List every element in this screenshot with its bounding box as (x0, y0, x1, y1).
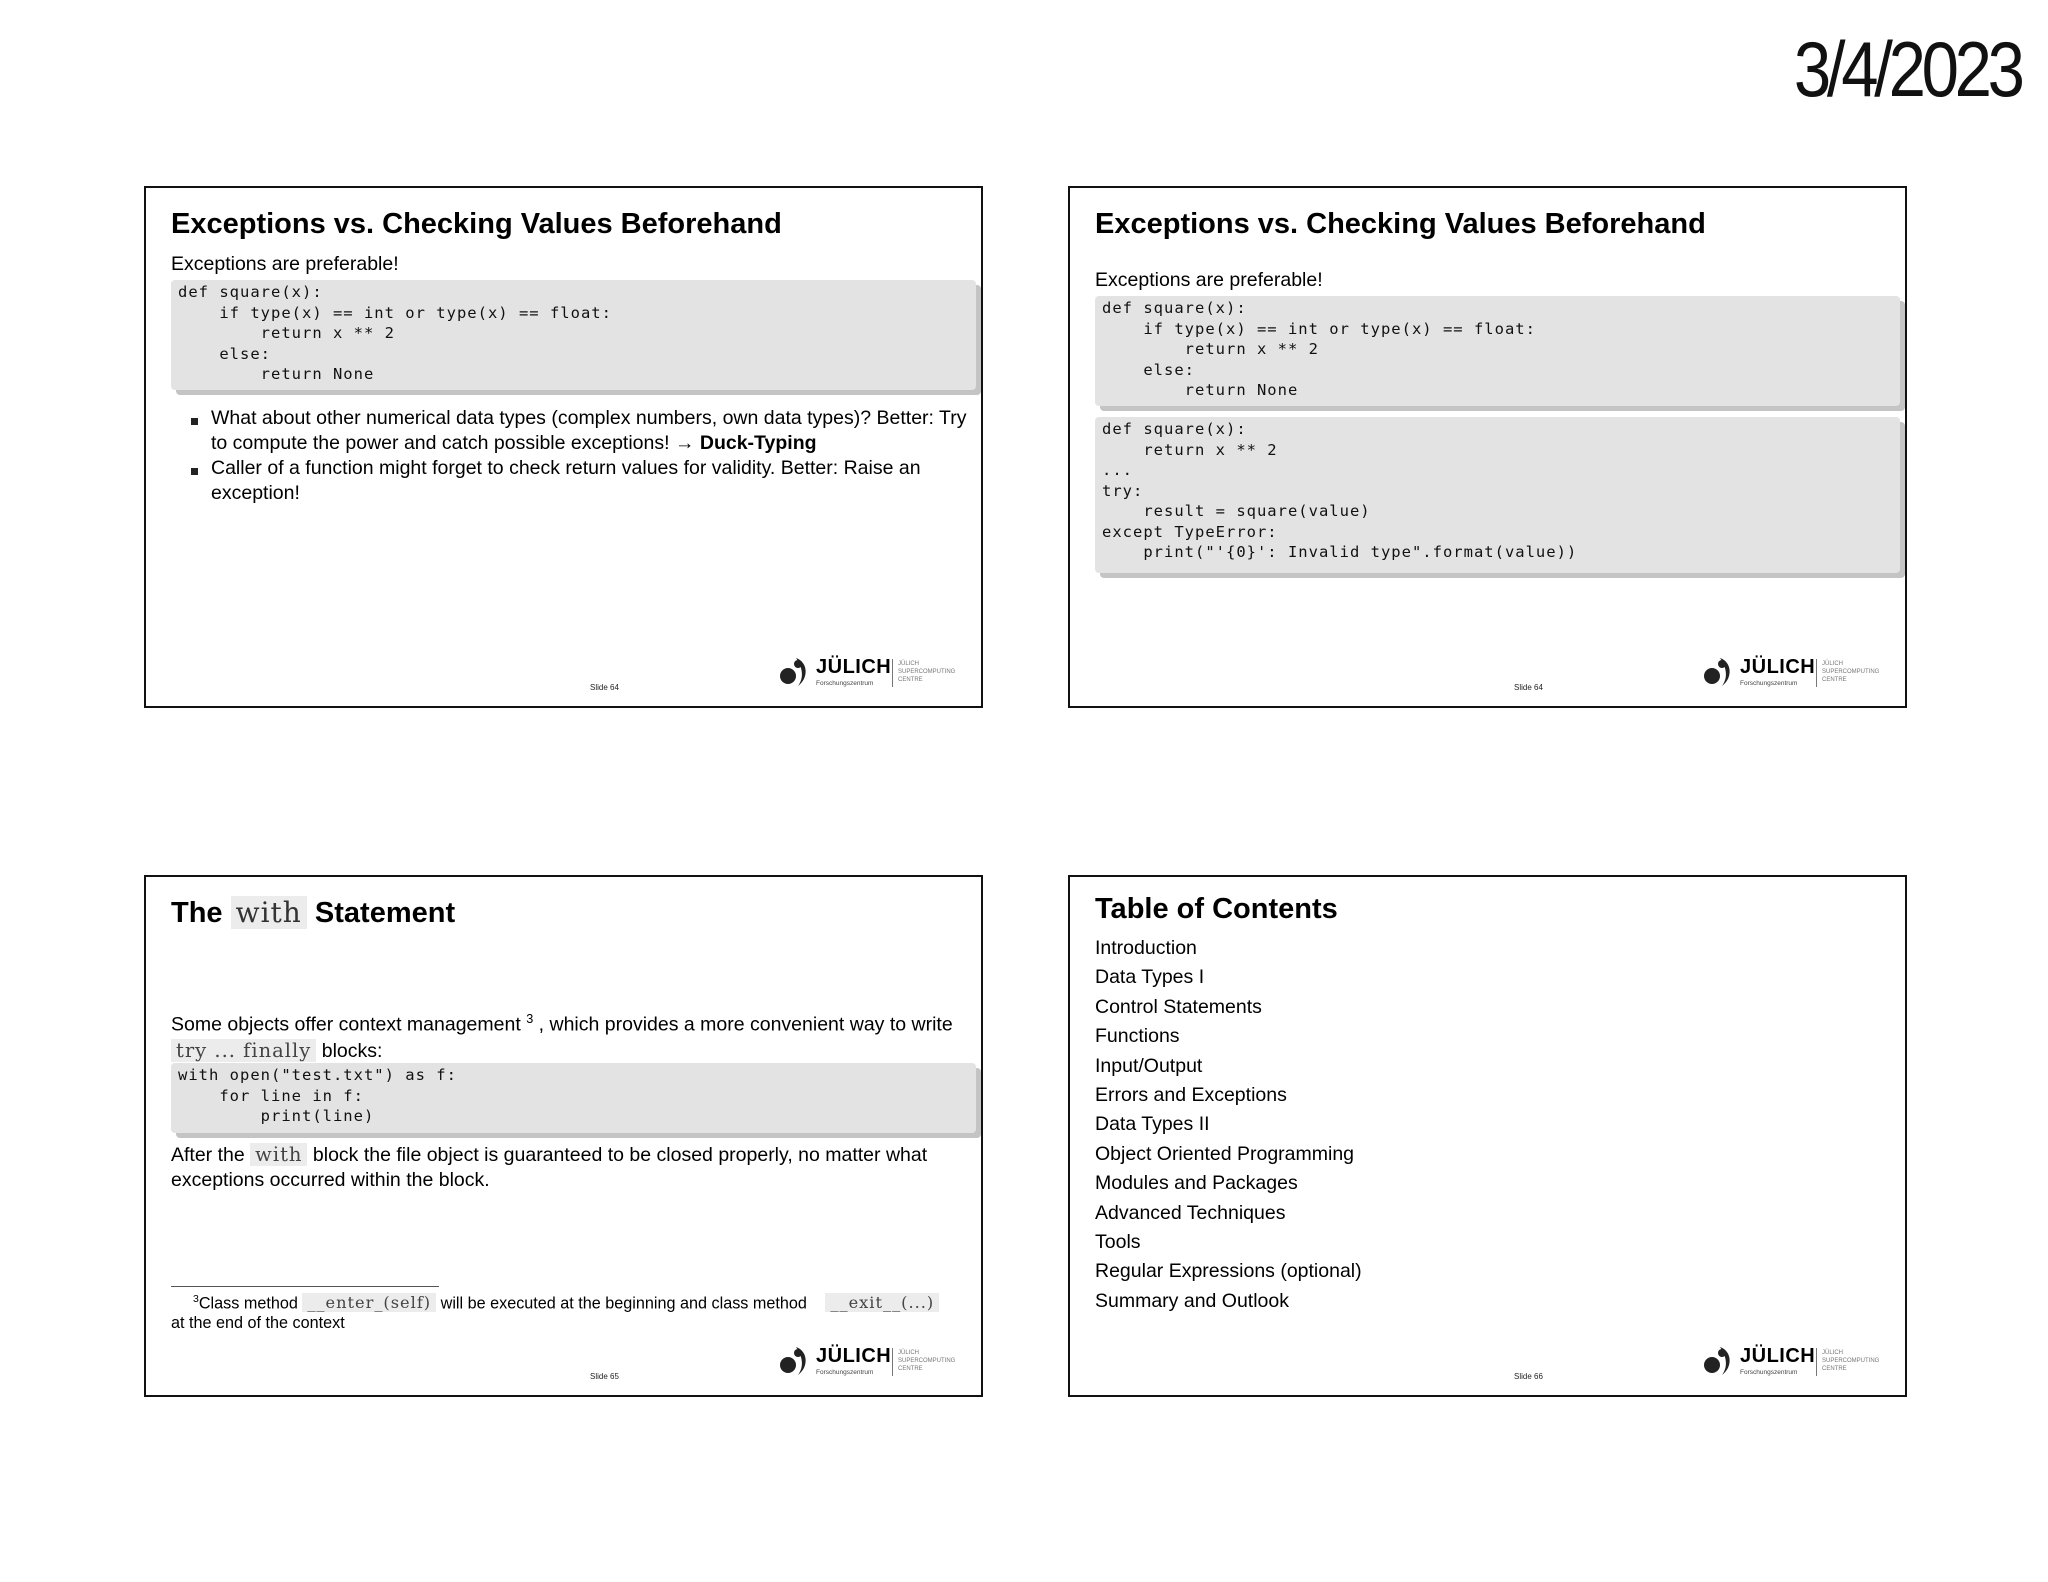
bullet-list (171, 406, 971, 506)
bullet-item: What about other numerical data types (complex numbers, own data types)? Better: Try to compute the power and catch possible exceptions! → Duck-Typing (171, 406, 971, 456)
logo-divider (892, 659, 893, 687)
logo-wordmark: JÜLICH (1740, 1345, 1816, 1367)
footnote-divider (171, 1286, 439, 1287)
toc-item: Modules and Packages (1095, 1172, 1298, 1195)
slide-title: Exceptions vs. Checking Values Beforehand (1095, 208, 1706, 240)
toc-item: Regular Expressions (optional) (1095, 1260, 1362, 1283)
toc-item: Data Types I (1095, 966, 1205, 989)
after-paragraph: After the with block the file object is guaranteed to be closed properly, no matter what exceptions occurred within the block. (171, 1143, 928, 1191)
inline-code-enter: __enter_(self) (302, 1293, 436, 1312)
logo-divider (1816, 1348, 1817, 1376)
logo-side-text: JÜLICH SUPERCOMPUTING CENTRE (898, 661, 956, 683)
slide-number: Slide 65 (590, 1372, 619, 1381)
julich-logo-mark-icon (778, 656, 810, 688)
slide-number: Slide 66 (1514, 1372, 1543, 1381)
toc-item: Data Types II (1095, 1113, 1210, 1136)
title-code-with: with (231, 896, 307, 929)
toc-item: Tools (1095, 1231, 1141, 1254)
logo-side-text: JÜLICH SUPERCOMPUTING CENTRE (898, 1350, 956, 1372)
slide-table-of-contents (1068, 875, 1907, 1397)
julich-logo-mark-icon (778, 1345, 810, 1377)
logo-divider (1816, 659, 1817, 687)
slide-number: Slide 64 (590, 683, 619, 692)
slide-intro: Exceptions are preferable! (171, 253, 399, 275)
toc-list (1095, 934, 1362, 1316)
toc-item: Introduction (1095, 937, 1197, 959)
julich-logo-mark-icon (1702, 1345, 1734, 1377)
intro-paragraph: Some objects offer context management $^3$ , which provides a more convenient way to write try ... finally blocks: (171, 1012, 953, 1062)
logo-side-text: JÜLICH SUPERCOMPUTING CENTRE (1822, 661, 1880, 683)
julich-logo (778, 1345, 964, 1381)
bullet-item: Caller of a function might forget to check return values for validity. Better: Raise an exception! (171, 456, 971, 506)
inline-code-try-finally: try ... finally (171, 1039, 316, 1062)
logo-wordmark: JÜLICH (1740, 656, 1816, 678)
toc-item: Control Statements (1095, 995, 1262, 1018)
slide-title: Exceptions vs. Checking Values Beforehand (171, 208, 782, 240)
slide-title: The with Statement (171, 896, 456, 929)
logo-subtitle: Forschungszentrum (1740, 1369, 1798, 1376)
julich-logo-mark-icon (1702, 656, 1734, 688)
slide-exceptions-1 (144, 186, 983, 708)
logo-subtitle: Forschungszentrum (816, 1369, 874, 1376)
toc-item: Input/Output (1095, 1054, 1203, 1077)
slide-title: Table of Contents (1095, 893, 1338, 925)
code-block: def square(x): if type(x) == int or type(x) == float: return x ** 2 else: return None (171, 280, 976, 390)
slide-intro: Exceptions are preferable! (1095, 269, 1323, 291)
logo-side-text: JÜLICH SUPERCOMPUTING CENTRE (1822, 1350, 1880, 1372)
logo-wordmark: JÜLICH (816, 1345, 892, 1367)
toc-item: Functions (1095, 1025, 1180, 1048)
inline-code-exit: __exit__(...) (825, 1293, 939, 1312)
logo-divider (892, 1348, 893, 1376)
slide-exceptions-2 (1068, 186, 1907, 708)
toc-item: Summary and Outlook (1095, 1289, 1290, 1312)
slide-number: Slide 64 (1514, 683, 1543, 692)
julich-logo (1702, 1345, 1888, 1381)
duck-typing-term: Duck-Typing (699, 432, 817, 454)
julich-logo (778, 656, 964, 692)
slide-with-statement (144, 875, 983, 1397)
toc-item: Errors and Exceptions (1095, 1084, 1287, 1107)
toc-item: Advanced Techniques (1095, 1201, 1286, 1224)
code-block-check: def square(x): if type(x) == int or type(x) == float: return x ** 2 else: return None (1095, 296, 1900, 406)
logo-subtitle: Forschungszentrum (816, 680, 874, 687)
logo-subtitle: Forschungszentrum (1740, 680, 1798, 687)
logo-wordmark: JÜLICH (816, 656, 892, 678)
toc-item: Object Oriented Programming (1095, 1142, 1355, 1165)
footnote: $^3$Class method __enter_(self) will be executed at the beginning and class method __exit__(...) at the end of the context (171, 1289, 971, 1333)
code-block: with open("test.txt") as f: for line in f: print(line) (171, 1063, 976, 1133)
footnote-ref: 3 (526, 1012, 534, 1026)
inline-code-with: with (250, 1143, 307, 1166)
document-date: 3/4/2023 (1794, 25, 2021, 113)
code-block-try: def square(x): return x ** 2 ... try: result = square(value) except TypeError: print("'{0}': Invalid type".format(value)) (1095, 417, 1900, 573)
julich-logo (1702, 656, 1888, 692)
